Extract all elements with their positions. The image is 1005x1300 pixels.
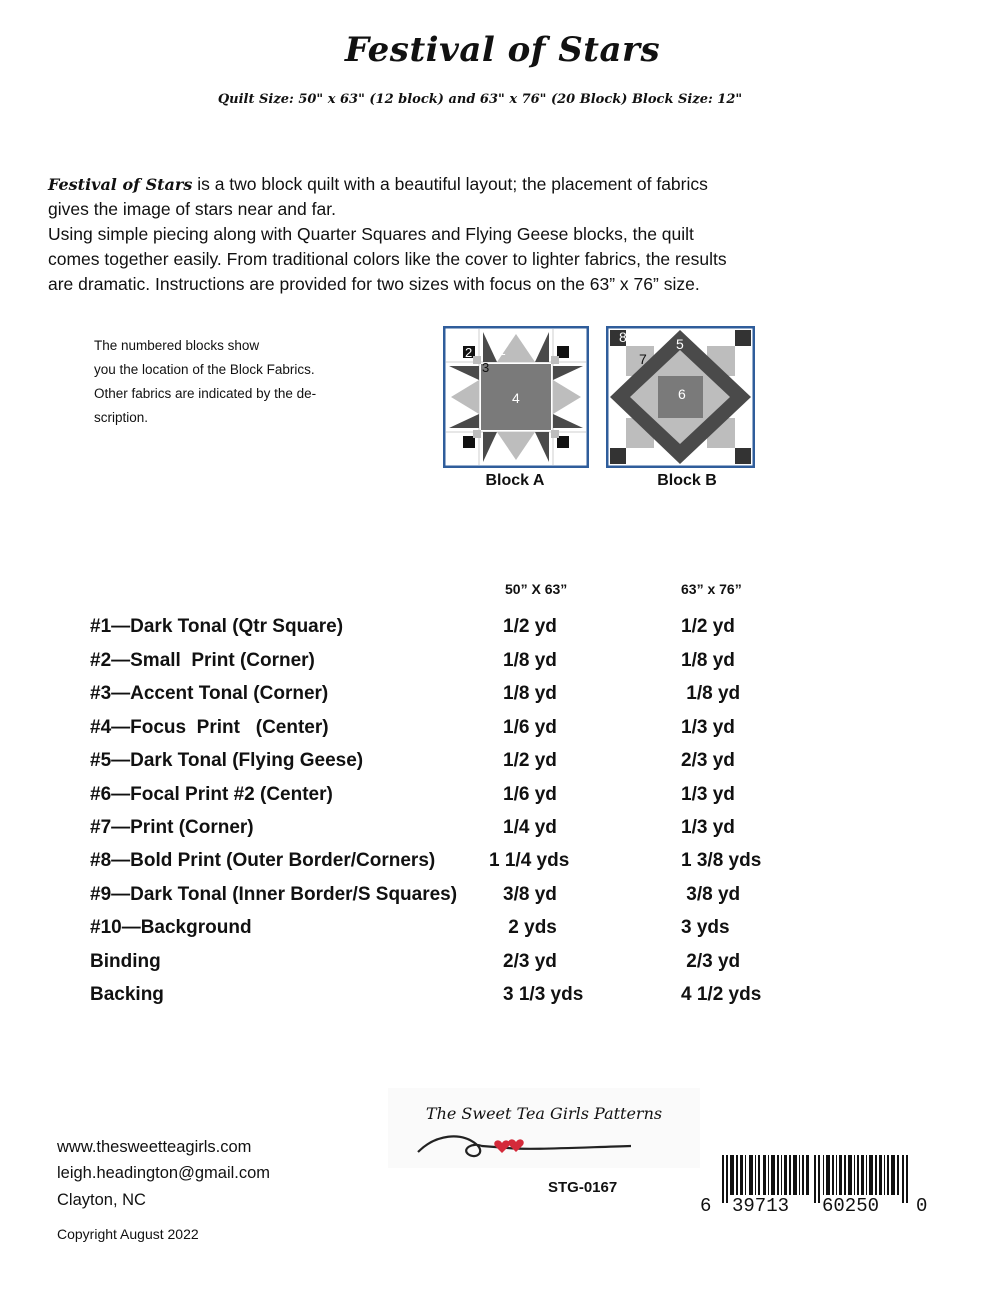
intro-line-1: is a two block quilt with a beautiful layout; the placement of fabrics [192, 174, 708, 194]
intro-line-5: are dramatic. Instructions are provided for two sizes with focus on the 63” x 76” size. [48, 274, 700, 294]
yardage-large: 1/2 yd [681, 616, 735, 637]
block-b-label: Block B [657, 472, 717, 489]
yardage-small: 1 1/4 yds [489, 850, 570, 871]
intro-line-4: comes together easily. From traditional colors like the cover to lighter fabrics, the results [48, 249, 727, 269]
fabric-name: #3—Accent Tonal (Corner) [90, 683, 329, 704]
column-header-small: 50” X 63” [505, 581, 568, 597]
fabric-name: #9—Dark Tonal (Inner Border/S Squares) [90, 884, 458, 905]
intro-paragraph [48, 172, 848, 297]
fabric-name: #7—Print (Corner) [90, 817, 254, 838]
location: Clayton, NC [57, 1191, 146, 1209]
page-title: Festival of Stars [344, 30, 661, 70]
email-link[interactable]: leigh.headington@gmail.com [57, 1164, 271, 1182]
block-number-7: 7 [639, 351, 647, 367]
barcode [696, 1155, 936, 1225]
fabric-name: #5—Dark Tonal (Flying Geese) [90, 750, 364, 771]
yardage-large: 4 1/2 yds [681, 984, 762, 1005]
fabric-name: Backing [90, 984, 164, 1005]
copyright: Copyright August 2022 [57, 1226, 199, 1242]
yardage-small: 1/2 yd [503, 616, 557, 637]
yardage-large: 2/3 yd [681, 951, 741, 972]
heart-swirl-icon [416, 1128, 636, 1162]
yardage-large: 1/3 yd [681, 717, 735, 738]
yardage-small: 3/8 yd [503, 884, 557, 905]
note-line: Other fabrics are indicated by the de- [94, 386, 317, 401]
yardage-small: 1/6 yd [503, 784, 557, 805]
block-number-4: 4 [512, 390, 520, 406]
barcode-digit-first: 6 [700, 1195, 712, 1217]
yardage-small: 1/4 yd [503, 817, 557, 838]
fabric-name: #8—Bold Print (Outer Border/Corners) [90, 850, 436, 871]
block-number-8: 8 [619, 329, 627, 345]
website-link[interactable]: www.thesweetteagirls.com [57, 1138, 252, 1156]
brand-name: The Sweet Tea Girls Patterns [425, 1104, 663, 1123]
block-number-6: 6 [678, 386, 686, 402]
fabric-name: #6—Focal Print #2 (Center) [90, 784, 333, 805]
block-number-1: 1 [498, 342, 506, 358]
intro-line-3: Using simple piecing along with Quarter Squares and Flying Geese blocks, the quilt [48, 224, 694, 244]
block-number-3: 3 [482, 360, 490, 375]
fabric-name: #4—Focus Print (Center) [90, 717, 329, 738]
brand-logo [388, 1088, 700, 1168]
yardage-large: 1/3 yd [681, 817, 735, 838]
quilt-size-subtitle: Quilt Size: 50" x 63" (12 block) and 63" x 76" (20 Block) Block Size: 12" [217, 92, 743, 107]
block-number-5: 5 [676, 336, 684, 352]
note-line: The numbered blocks show [94, 338, 260, 353]
block-number-2: 2 [465, 345, 473, 360]
fabric-name: #10—Background [90, 917, 252, 938]
yardage-small: 1/6 yd [503, 717, 557, 738]
yardage-small: 2 yds [503, 917, 557, 938]
yardage-large: 1/8 yd [681, 683, 741, 704]
block-a-diagram [443, 326, 589, 468]
yardage-small: 1/2 yd [503, 750, 557, 771]
barcode-digit-last: 0 [916, 1195, 928, 1217]
note-line: scription. [94, 410, 149, 425]
yardage-small: 2/3 yd [503, 951, 557, 972]
yardage-large: 2/3 yd [681, 750, 735, 771]
yardage-large: 3/8 yd [681, 884, 741, 905]
yardage-small: 3 1/3 yds [503, 984, 584, 1005]
fabric-name: Binding [90, 951, 161, 972]
yardage-large: 3 yds [681, 917, 730, 938]
intro-quilt-name: Festival of Stars [48, 175, 193, 194]
yardage-large: 1 3/8 yds [681, 850, 762, 871]
block-a-label: Block A [485, 472, 545, 489]
yardage-small: 1/8 yd [503, 650, 557, 671]
fabric-name: #2—Small Print (Corner) [90, 650, 315, 671]
yardage-small: 1/8 yd [503, 683, 557, 704]
block-b-diagram [606, 326, 755, 468]
yardage-large: 1/8 yd [681, 650, 735, 671]
note-line: you the location of the Block Fabrics. [94, 362, 315, 377]
yardage-large: 1/3 yd [681, 784, 735, 805]
block-note [94, 334, 354, 430]
pattern-sku: STG-0167 [548, 1179, 618, 1196]
fabric-name: #1—Dark Tonal (Qtr Square) [90, 616, 344, 637]
barcode-digits-left: 39713 [732, 1195, 790, 1217]
intro-line-2: gives the image of stars near and far. [48, 199, 336, 219]
barcode-digits-right: 60250 [822, 1195, 880, 1217]
column-header-large: 63” x 76” [681, 581, 742, 597]
